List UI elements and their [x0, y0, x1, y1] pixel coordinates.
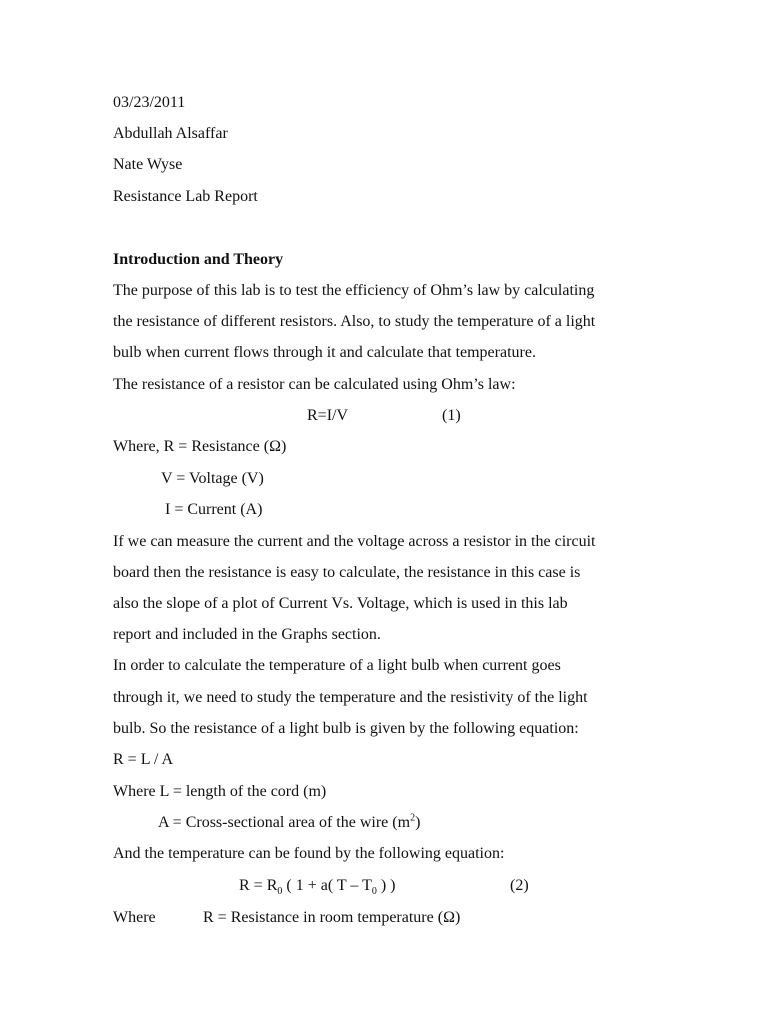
report-title: Resistance Lab Report	[113, 188, 258, 205]
definition-line: Where L = length of the cord (m)	[113, 783, 327, 800]
definition-line	[158, 813, 420, 833]
report-date: 03/23/2011	[113, 94, 186, 111]
definition-text: A = Cross-sectional area of the wire (m	[158, 814, 411, 831]
definition-line: R = Resistance in room temperature (Ω)	[203, 909, 461, 926]
paragraph-line: report and included in the Graphs section.	[113, 626, 381, 643]
paragraph-line: also the slope of a plot of Current Vs. Voltage, which is used in this lab	[113, 595, 568, 612]
paragraph-line: And the temperature can be found by the following equation:	[113, 845, 505, 862]
definition-line: Where, R = Resistance (Ω)	[113, 438, 287, 455]
paragraph-line: The resistance of a resistor can be calculated using Ohm’s law:	[113, 376, 516, 393]
equation-text: ( 1 + a( T – T	[282, 877, 372, 894]
subscript: 0	[371, 886, 377, 898]
equation-text: R = R	[239, 877, 278, 894]
paragraph-line: through it, we need to study the temperature and the resistivity of the light	[113, 689, 588, 706]
paragraph-line: If we can measure the current and the voltage across a resistor in the circuit	[113, 533, 596, 550]
definition-label: Where	[113, 909, 156, 926]
paragraph-line: bulb when current flows through it and calculate that temperature.	[113, 344, 536, 361]
definition-line: V = Voltage (V)	[161, 470, 264, 487]
paragraph-line: In order to calculate the temperature of a light bulb when current goes	[113, 657, 561, 674]
equation-text: ) )	[376, 877, 396, 894]
section-heading-introduction: Introduction and Theory	[113, 251, 284, 268]
equation-2	[239, 876, 396, 896]
subscript: 0	[277, 886, 283, 898]
equation-1-number: (1)	[442, 407, 461, 424]
equation-2-number: (2)	[510, 877, 529, 894]
equation-1: R=I/V	[307, 407, 349, 424]
definition-text: )	[415, 814, 421, 831]
equation-resistance-length-area: R = L / A	[113, 751, 173, 768]
paragraph-line: board then the resistance is easy to calculate, the resistance in this case is	[113, 564, 581, 581]
author-name-2: Nate Wyse	[113, 156, 183, 173]
author-name-1: Abdullah Alsaffar	[113, 125, 228, 142]
definition-line: I = Current (A)	[165, 501, 263, 518]
paragraph-line: the resistance of different resistors. Also, to study the temperature of a light	[113, 313, 596, 330]
paragraph-line: bulb. So the resistance of a light bulb is given by the following equation:	[113, 720, 579, 737]
paragraph-line: The purpose of this lab is to test the efficiency of Ohm’s law by calculating	[113, 282, 595, 299]
superscript-exponent: 2	[410, 812, 416, 824]
